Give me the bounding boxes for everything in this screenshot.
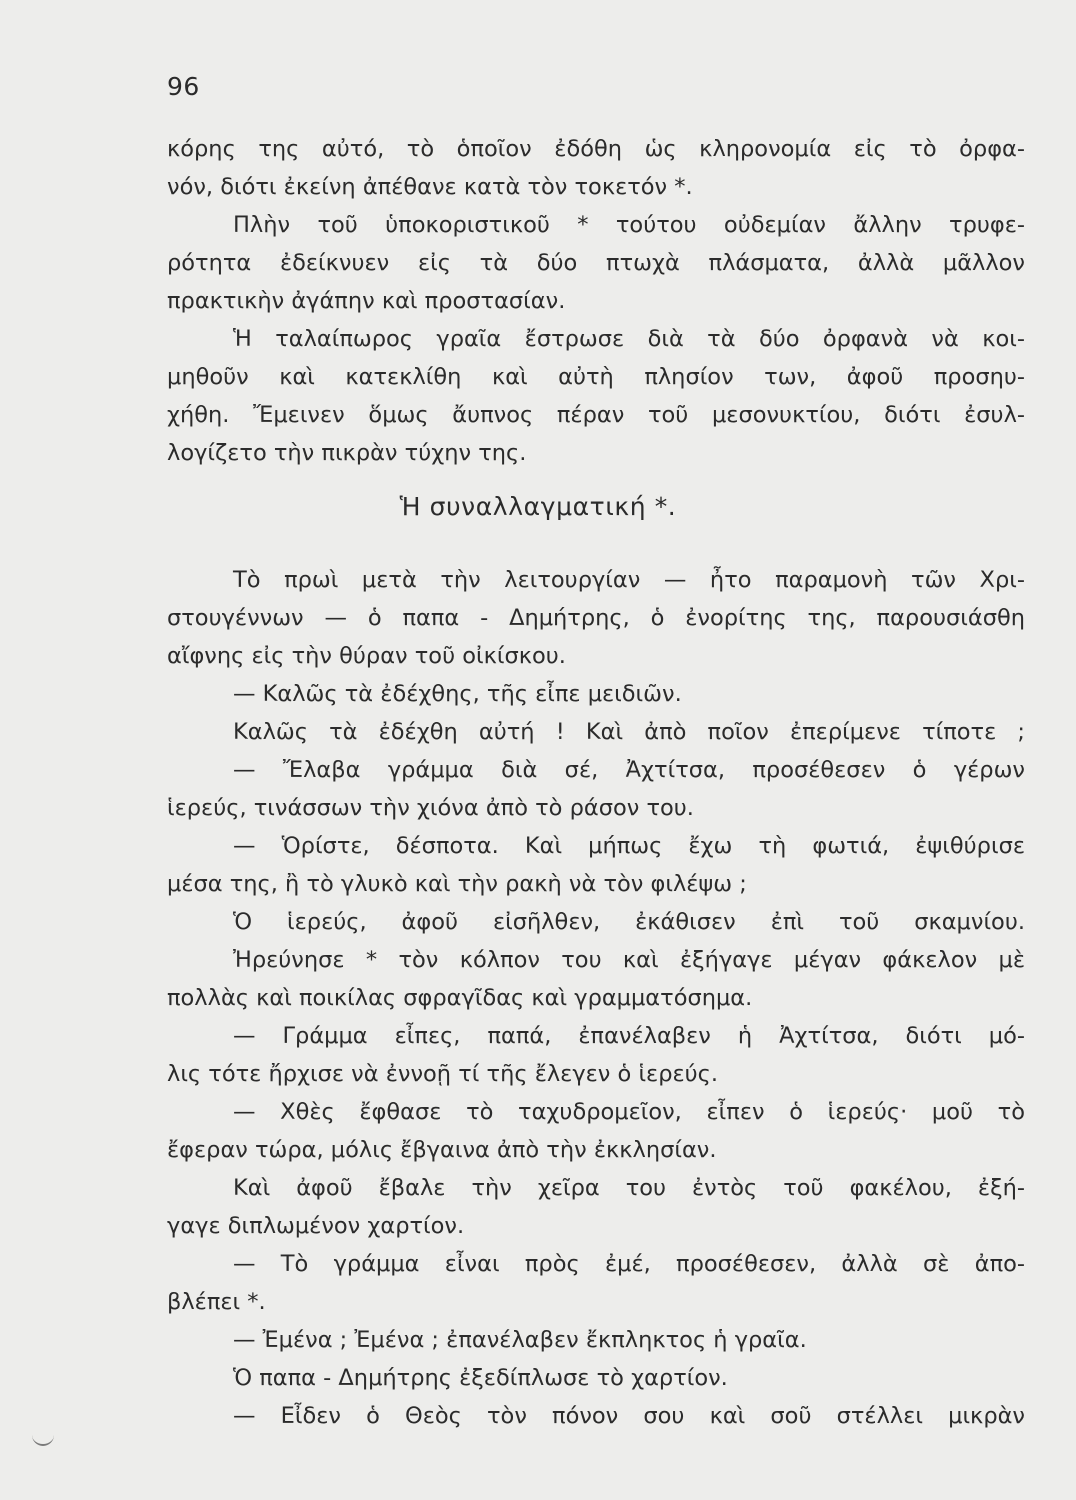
text-line: Καλῶς τὰ ἐδέχθη αὐτή ! Καὶ ἀπὸ ποῖον ἐπερίμενε τίποτε ; [233,719,1025,745]
text-line: πρακτικὴν ἀγάπην καὶ προστασίαν. [167,288,566,314]
section-heading: Ἡ συναλλαγματική *. [399,492,677,521]
text-line: στουγέννων — ὁ παπα - Δημήτρης, ὁ ἐνορίτης της, παρουσιάσθη [167,605,1025,631]
text-line: Τὸ πρωὶ μετὰ τὴν λειτουργίαν — ἦτο παραμονὴ τῶν Χρι- [233,567,1025,593]
text-line: αἴφνης εἰς τὴν θύραν τοῦ οἰκίσκου. [167,643,566,669]
margin-pencil-mark [32,1432,54,1446]
text-line: λογίζετο τὴν πικρὰν τύχην της. [167,440,527,466]
text-line: Ἠρεύνησε * τὸν κόλπον του καὶ ἐξήγαγε μέγαν φάκελον μὲ [233,947,1025,973]
text-line: μέσα της, ἢ τὸ γλυκὸ καὶ τὴν ρακὴ νὰ τὸν φιλέψω ; [167,871,747,897]
text-line: λις τότε ἤρχισε νὰ ἐννοῇ τί τῆς ἔλεγεν ὁ ἱερεύς. [167,1061,719,1087]
text-line: μηθοῦν καὶ κατεκλίθη καὶ αὐτὴ πλησίον των, ἀφοῦ προσηυ- [167,364,1025,390]
text-line: — Γράμμα εἶπες, παπά, ἐπανέλαβεν ἡ Ἀχτίτσα, διότι μό- [233,1023,1025,1049]
text-line: ρότητα ἐδείκνυεν εἰς τὰ δύο πτωχὰ πλάσματα, ἀλλὰ μᾶλλον [167,250,1025,276]
text-line: — Τὸ γράμμα εἶναι πρὸς ἐμέ, προσέθεσεν, ἀλλὰ σὲ ἀπο- [233,1251,1025,1277]
text-line: κόρης της αὐτό, τὸ ὁποῖον ἐδόθη ὡς κληρονομία εἰς τὸ ὀρφα- [167,136,1025,162]
text-line: νόν, διότι ἐκείνη ἀπέθανε κατὰ τὸν τοκετόν *. [167,174,693,200]
text-line: γαγε διπλωμένον χαρτίον. [167,1213,465,1239]
text-line: Καὶ ἀφοῦ ἔβαλε τὴν χεῖρα του ἐντὸς τοῦ φακέλου, ἐξή- [233,1175,1025,1201]
text-line: — Καλῶς τὰ ἐδέχθης, τῆς εἶπε μειδιῶν. [233,681,682,707]
page-number: 96 [167,72,200,101]
text-line: — Ἐμένα ; Ἐμένα ; ἐπανέλαβεν ἔκπληκτος ἡ γραῖα. [233,1327,807,1353]
text-line: — Ἔλαβα γράμμα διὰ σέ, Ἀχτίτσα, προσέθεσεν ὁ γέρων [233,757,1025,783]
text-line: χήθη. Ἔμεινεν ὅμως ἄυπνος πέραν τοῦ μεσονυκτίου, διότι ἐσυλ- [167,402,1025,428]
text-line: βλέπει *. [167,1289,266,1315]
text-line: ἱερεύς, τινάσσων τὴν χιόνα ἀπὸ τὸ ράσον του. [167,795,694,821]
text-line: πολλὰς καὶ ποικίλας σφραγῖδας καὶ γραμματόσημα. [167,985,753,1011]
text-line: Ἡ ταλαίπωρος γραῖα ἔστρωσε διὰ τὰ δύο ὀρφανὰ νὰ κοι- [233,326,1025,352]
text-line: ἔφεραν τώρα, μόλις ἔβγαινα ἀπὸ τὴν ἐκκλησίαν. [167,1137,717,1163]
text-line: Ὁ παπα - Δημήτρης ἐξεδίπλωσε τὸ χαρτίον. [233,1365,728,1391]
text-line: — Χθὲς ἔφθασε τὸ ταχυδρομεῖον, εἶπεν ὁ ἱερεύς· μοῦ τὸ [233,1099,1025,1125]
text-line: — Εἶδεν ὁ Θεὸς τὸν πόνον σου καὶ σοῦ στέλλει μικρὰν [233,1403,1025,1429]
text-line: Ὁ ἱερεύς, ἀφοῦ εἰσῆλθεν, ἐκάθισεν ἐπὶ τοῦ σκαμνίου. [233,909,1025,935]
text-line: — Ὁρίστε, δέσποτα. Καὶ μήπως ἔχω τὴ φωτιά, ἐψιθύρισε [233,833,1025,859]
text-line: Πλὴν τοῦ ὑποκοριστικοῦ * τούτου οὐδεμίαν ἄλλην τρυφε- [233,212,1025,238]
